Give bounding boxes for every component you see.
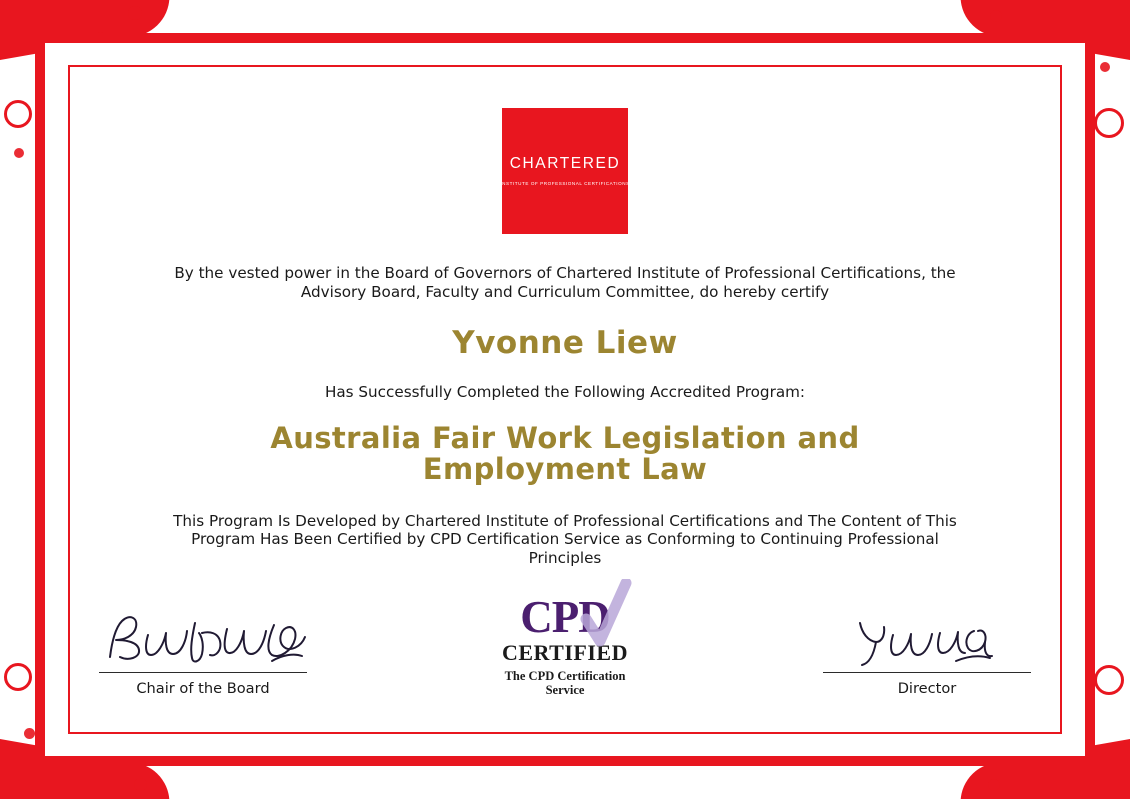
vested-power-text: By the vested power in the Board of Governors of Chartered Institute of Professional Certifications, the Advisory Board, Faculty and Curriculum Committee, do hereby certify (174, 264, 956, 301)
checkmark-icon (580, 579, 632, 653)
decor-dot (988, 779, 1000, 791)
completion-line: Has Successfully Completed the Following Accredited Program: (324, 383, 806, 402)
logo-subtitle: INSTITUTE OF PROFESSIONAL CERTIFICATIONS (500, 181, 630, 187)
decor-dot (24, 728, 35, 739)
decor-dot (128, 6, 142, 20)
signature-block-director (812, 607, 1042, 697)
decor-dot (990, 10, 1002, 22)
signature-block-chair (88, 607, 318, 697)
cpd-acronym-wrap (520, 592, 610, 643)
decor-dot (134, 778, 147, 791)
decor-ring (4, 100, 32, 128)
decor-dot (1100, 62, 1110, 72)
program-title: Australia Fair Work Legislation and Employment Law (270, 421, 860, 486)
signature-role-director: Director (897, 680, 957, 698)
decor-ring (1094, 108, 1124, 138)
decor-ring (4, 663, 32, 691)
signature-role-chair: Chair of the Board (136, 680, 270, 698)
chartered-logo (502, 108, 628, 234)
certificate-content (88, 80, 1042, 719)
signature-line-director (823, 672, 1031, 673)
logo-wordmark: CHARTERED (509, 154, 621, 172)
signature-image-director (852, 607, 1002, 669)
signature-image-chair (96, 607, 311, 669)
cpd-service-label: The CPD Certification Service (504, 669, 626, 698)
program-developed-text: This Program Is Developed by Chartered Institute of Professional Certifications and The Content of This Program Has Been Certified by CPD Certification Service as Conforming to Continuing Professional Principles (173, 511, 957, 567)
cpd-certified-badge (465, 592, 665, 698)
cpd-certified-label: CERTIFIED (502, 640, 628, 666)
decor-ring (1094, 665, 1124, 695)
signature-row (88, 592, 1042, 698)
recipient-name: Yvonne Liew (452, 325, 678, 362)
cpd-acronym: CPD (520, 592, 610, 643)
signature-line-chair (99, 672, 307, 673)
decor-dot (14, 148, 24, 158)
